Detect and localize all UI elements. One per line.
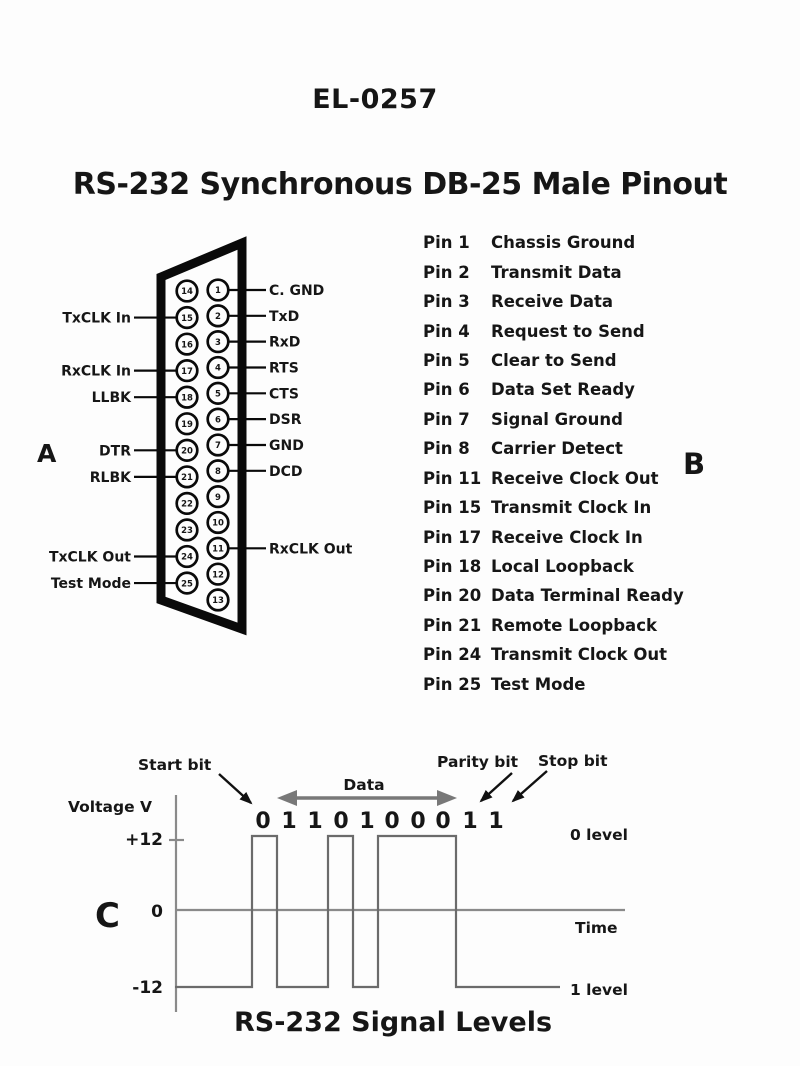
pin-number: 20 [181, 446, 193, 457]
one-level-label: 1 level [570, 981, 628, 999]
pin-list-description: Receive Clock In [491, 527, 643, 547]
pin-number: 15 [181, 313, 193, 324]
pin-number: 16 [181, 340, 193, 351]
pin-number: 2 [215, 312, 221, 323]
db25-connector-shell [161, 243, 242, 629]
pin-number: 23 [181, 526, 193, 537]
x-axis-title: Time [575, 919, 618, 937]
pin-list-description: Clear to Send [491, 350, 617, 370]
pin-list-description: Transmit Clock In [491, 498, 652, 518]
pin-signal-label: RxD [269, 334, 301, 351]
pin-signal-label: RLBK [89, 469, 131, 486]
tick-zero: 0 [151, 902, 163, 922]
pin-list-pin-number: Pin 18 [423, 557, 482, 577]
pin-list-description: Chassis Ground [491, 233, 636, 253]
pin-signal-label: Test Mode [50, 576, 131, 593]
bit-value: 0 [410, 809, 426, 834]
bit-value: 0 [333, 809, 349, 834]
pin-list-pin-number: Pin 15 [423, 498, 482, 518]
pin-signal-label: DSR [269, 412, 302, 429]
start-bit-label: Start bit [138, 756, 212, 774]
pin-number: 7 [215, 441, 221, 452]
pin-number: 3 [215, 337, 221, 348]
tick-plus12: +12 [125, 830, 163, 850]
pin-signal-label: TxCLK In [62, 310, 131, 327]
pin-number: 8 [215, 467, 221, 478]
db25-connector [49, 243, 353, 629]
zero-level-label: 0 level [570, 826, 628, 844]
pin-list-pin-number: Pin 25 [423, 674, 482, 694]
pin-list-pin-number: Pin 7 [423, 409, 470, 429]
section-label-c: C [95, 896, 120, 936]
pin-list-pin-number: Pin 2 [423, 262, 470, 282]
stop-bit-arrow [513, 771, 547, 801]
pin-list-description: Transmit Clock Out [491, 645, 668, 665]
bit-value: 0 [384, 809, 400, 834]
section-label-a: A [37, 439, 57, 468]
pin-signal-label: GND [269, 437, 304, 454]
parity-bit-arrow [481, 773, 512, 801]
pin-list-description: Test Mode [491, 674, 586, 694]
pin-number: 10 [212, 518, 224, 529]
pin-signal-label: CTS [269, 386, 299, 403]
tick-minus12: -12 [132, 978, 163, 998]
bit-value: 1 [488, 809, 504, 834]
pin-list-pin-number: Pin 6 [423, 380, 470, 400]
signal-levels-title: RS-232 Signal Levels [233, 1007, 553, 1038]
pin-number: 6 [215, 415, 221, 426]
pin-list-description: Remote Loopback [491, 615, 657, 635]
bit-value: 0 [435, 809, 451, 834]
pin-number: 17 [181, 366, 193, 377]
bit-value: 1 [281, 809, 297, 834]
pin-list-pin-number: Pin 17 [423, 527, 482, 547]
parity-bit-label: Parity bit [437, 753, 519, 771]
pin-number: 25 [181, 579, 193, 590]
bit-value: 1 [462, 809, 478, 834]
data-arrowhead-left [277, 790, 297, 806]
data-arrowhead-right [437, 790, 457, 806]
pin-number: 1 [215, 286, 221, 297]
pin-list-description: Request to Send [491, 321, 645, 341]
pin-number: 22 [181, 499, 193, 510]
pin-number: 19 [181, 419, 193, 430]
page-title: RS-232 Synchronous DB-25 Male Pinout [72, 167, 728, 202]
section-label-b: B [683, 447, 706, 481]
signal-level-chart [68, 752, 628, 1038]
pin-list-description: Receive Data [491, 292, 614, 312]
pin-number: 4 [215, 363, 221, 374]
pin-list-pin-number: Pin 3 [423, 292, 470, 312]
pin-signal-label: DCD [269, 463, 303, 480]
pin-signal-label: C. GND [269, 283, 325, 299]
pin-list-pin-number: Pin 5 [423, 350, 470, 370]
pin-number: 12 [212, 570, 224, 581]
pin-list-pin-number: Pin 8 [423, 439, 470, 459]
pin-number: 14 [181, 287, 193, 298]
pin-signal-label: RxCLK Out [269, 541, 353, 558]
bit-value: 1 [359, 809, 375, 834]
pin-list-description: Signal Ground [491, 409, 623, 429]
pin-number: 13 [212, 596, 224, 607]
pin-signal-label: TxD [269, 308, 300, 325]
bit-sequence [255, 809, 503, 834]
pin-signal-label: LLBK [91, 390, 131, 407]
start-bit-arrow [219, 774, 251, 803]
pin-list-description: Transmit Data [491, 262, 622, 282]
pin-list-description: Data Set Ready [491, 380, 635, 400]
pin-list-description: Data Terminal Ready [491, 586, 684, 606]
document-code: EL-0257 [312, 84, 438, 115]
pin-list-pin-number: Pin 11 [423, 468, 482, 488]
pin-list-description: Carrier Detect [491, 439, 623, 459]
data-label: Data [343, 776, 385, 794]
y-axis-title: Voltage V [68, 798, 152, 816]
pin-number: 11 [212, 544, 224, 555]
bit-value: 0 [255, 809, 271, 834]
stop-bit-label: Stop bit [538, 752, 608, 770]
pin-signal-label: RxCLK In [61, 363, 131, 380]
pin-number: 9 [215, 492, 221, 503]
pin-list-pin-number: Pin 24 [423, 645, 482, 665]
pin-list-pin-number: Pin 1 [423, 233, 470, 253]
pin-signal-label: RTS [269, 360, 299, 377]
pin-number: 24 [181, 552, 193, 563]
pin-number: 18 [181, 393, 193, 404]
bit-value: 1 [307, 809, 323, 834]
pin-number: 21 [181, 473, 193, 484]
pin-signal-label: DTR [99, 443, 131, 460]
pin-list-description: Local Loopback [491, 557, 634, 577]
pin-list-description: Receive Clock Out [491, 468, 659, 488]
pin-number: 5 [215, 389, 221, 400]
signal-waveform [175, 836, 560, 987]
pin-signal-label: TxCLK Out [48, 549, 131, 566]
pin-list-pin-number: Pin 4 [423, 321, 470, 341]
pin-list-pin-number: Pin 20 [423, 586, 482, 606]
pin-list-pin-number: Pin 21 [423, 615, 482, 635]
